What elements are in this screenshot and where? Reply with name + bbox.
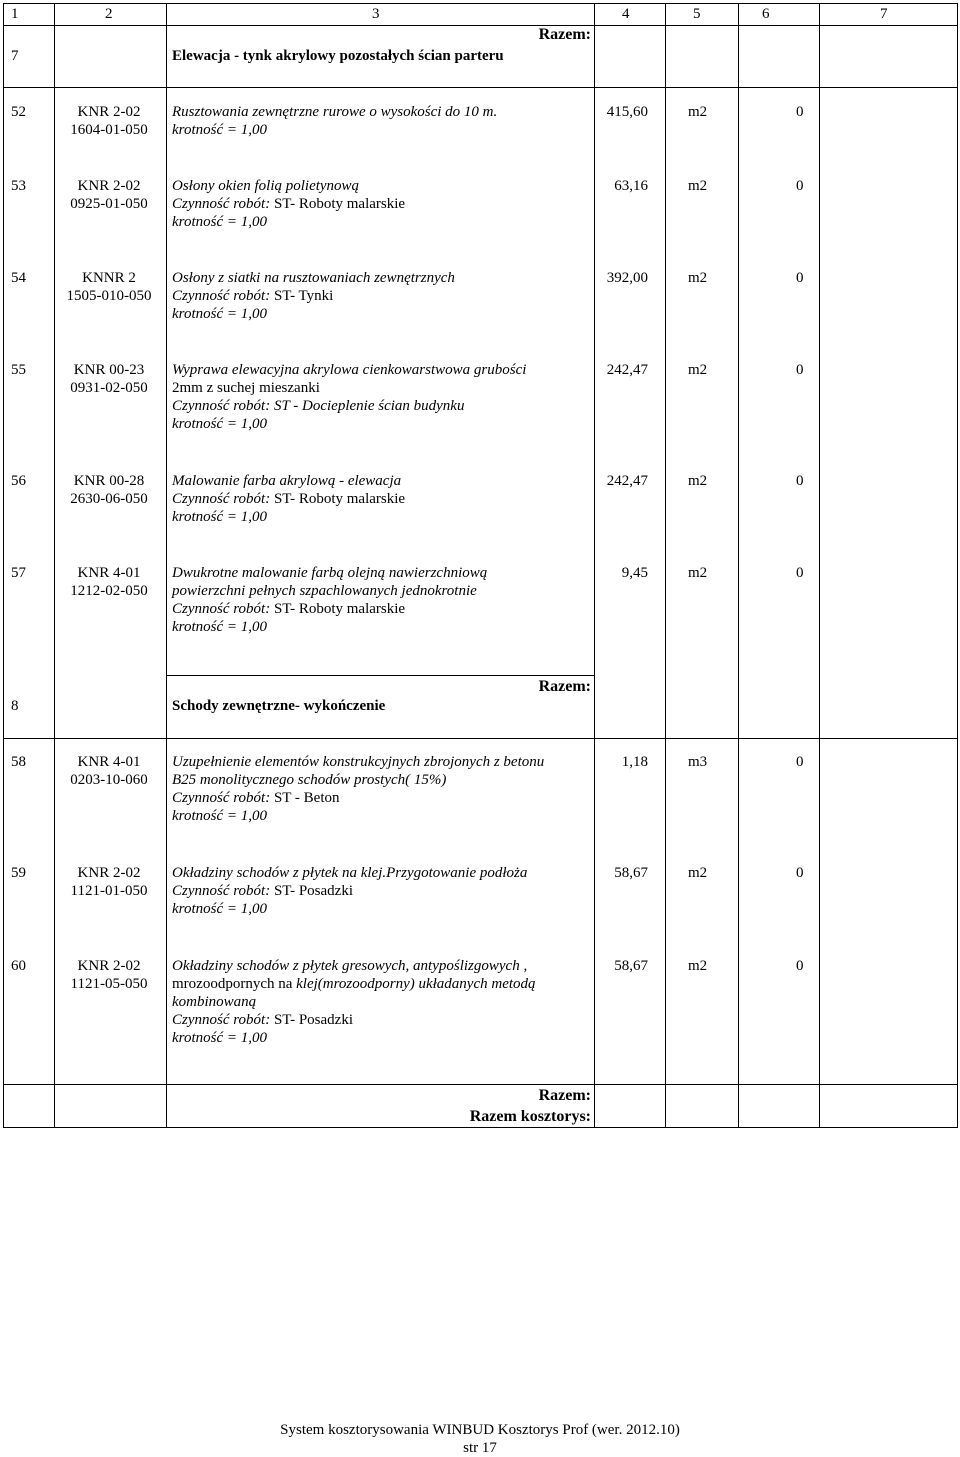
unit: m2 — [688, 565, 708, 581]
unit: m2 — [688, 473, 708, 489]
item-description: Uzupełnienie elementów konstrukcyjnych zbrojonych z betonu — [172, 754, 545, 770]
work-type-value: ST- Roboty malarskie — [273, 491, 406, 507]
multiplier: krotność = 1,00 — [172, 122, 267, 138]
unit-price: 0 — [796, 865, 804, 881]
quantity: 58,67 — [614, 865, 648, 881]
item-description: Okładziny schodów z płytek gresowych, antypoślizgowych , — [172, 958, 528, 974]
norm-code: KNR 2-02 — [77, 865, 141, 881]
unit-price: 0 — [796, 362, 804, 378]
row-divider — [4, 87, 957, 88]
norm-number: 1121-01-050 — [70, 883, 148, 899]
unit-price: 0 — [796, 178, 804, 194]
unit-price: 0 — [796, 754, 804, 770]
multiplier: krotność = 1,00 — [172, 214, 267, 230]
quantity: 58,67 — [614, 958, 648, 974]
position-number: 55 — [11, 362, 26, 378]
section-title: Schody zewnętrzne- wykończenie — [172, 698, 386, 714]
unit: m2 — [688, 865, 708, 881]
work-type-label: Czynność robót: — [172, 491, 271, 507]
work-type — [172, 490, 405, 508]
position-number: 58 — [11, 754, 26, 770]
norm-number: 0203-10-060 — [70, 772, 148, 788]
item-description-italic: klej(mrozoodporny) układanych metodą — [296, 976, 536, 992]
work-type — [172, 397, 464, 415]
col-divider — [819, 4, 820, 1127]
position-number: 60 — [11, 958, 26, 974]
work-type-label: Czynność robót: — [172, 398, 271, 414]
unit-price: 0 — [796, 270, 804, 286]
quantity: 242,47 — [606, 362, 648, 378]
item-description: Dwukrotne malowanie farbą olejną nawierzchniową — [172, 565, 488, 581]
item-description-line2: 2mm z suchej mieszanki — [172, 380, 320, 396]
unit: m2 — [688, 104, 708, 120]
section-number: 7 — [11, 48, 19, 64]
multiplier: krotność = 1,00 — [172, 619, 267, 635]
item-description-main: Okładziny schodów z płytek na klej. — [172, 865, 387, 881]
multiplier: krotność = 1,00 — [172, 808, 267, 824]
header-col-6: 6 — [762, 6, 770, 22]
work-type — [172, 1011, 353, 1029]
unit: m2 — [688, 958, 708, 974]
position-number: 57 — [11, 565, 26, 581]
norm-number: 2630-06-050 — [70, 491, 148, 507]
col-divider — [665, 4, 666, 1127]
quantity: 242,47 — [606, 473, 648, 489]
unit: m2 — [688, 362, 708, 378]
section-title: Elewacja - tynk akrylowy pozostałych ścian parteru — [172, 48, 504, 64]
work-type — [172, 600, 405, 618]
item-description-line3: kombinowaną — [172, 994, 257, 1010]
position-number: 56 — [11, 473, 26, 489]
unit-price: 0 — [796, 958, 804, 974]
unit-price: 0 — [796, 104, 804, 120]
item-description: Malowanie farba akrylową - elewacja — [172, 473, 402, 489]
work-type — [172, 287, 333, 305]
norm-number: 1212-02-050 — [70, 583, 148, 599]
work-type-label: Czynność robót: — [172, 288, 271, 304]
row-divider — [4, 738, 957, 739]
multiplier: krotność = 1,00 — [172, 306, 267, 322]
unit: m2 — [688, 178, 708, 194]
row-divider — [166, 675, 594, 676]
section-number: 8 — [11, 698, 19, 714]
item-description: Wyprawa elewacyjna akrylowa cienkowarstwowa grubości — [172, 362, 527, 378]
work-type-label: Czynność robót: — [172, 790, 271, 806]
multiplier: krotność = 1,00 — [172, 1030, 267, 1046]
header-col-3: 3 — [372, 6, 380, 22]
multiplier: krotność = 1,00 — [172, 509, 267, 525]
position-number: 54 — [11, 270, 26, 286]
section-razem-label: Razem: — [538, 26, 591, 43]
header-col-1: 1 — [11, 6, 19, 22]
position-number: 59 — [11, 865, 26, 881]
work-type-value: ST- Posadzki — [273, 1012, 353, 1028]
multiplier: krotność = 1,00 — [172, 901, 267, 917]
norm-number: 1121-05-050 — [70, 976, 148, 992]
quantity: 415,60 — [606, 104, 648, 120]
work-type-label: Czynność robót: — [172, 883, 271, 899]
quantity: 392,00 — [606, 270, 648, 286]
position-number: 53 — [11, 178, 26, 194]
row-divider — [4, 1084, 957, 1085]
item-description-line2: B25 monolitycznego schodów prostych( 15%) — [172, 772, 447, 788]
quantity: 9,45 — [621, 565, 648, 581]
multiplier: krotność = 1,00 — [172, 416, 267, 432]
norm-code: KNR 2-02 — [77, 178, 141, 194]
unit-price: 0 — [796, 565, 804, 581]
total-razem-label: Razem: — [538, 1087, 591, 1104]
header-col-2: 2 — [105, 6, 113, 22]
work-type-label: Czynność robót: — [172, 601, 271, 617]
norm-code: KNR 00-28 — [73, 473, 145, 489]
work-type — [172, 789, 340, 807]
norm-code: KNR 00-23 — [73, 362, 145, 378]
item-description-line2: powierzchni pełnych szpachlowanych jednokrotnie — [172, 583, 477, 599]
work-type — [172, 195, 405, 213]
footer-system: System kosztorysowania WINBUD Kosztorys Prof (wer. 2012.10) — [280, 1422, 680, 1438]
header-col-5: 5 — [693, 6, 701, 22]
item-description-plain: mrozoodpornych na — [172, 976, 297, 992]
item-description: Osłony z siatki na rusztowaniach zewnętrznych — [172, 270, 455, 286]
norm-code: KNR 2-02 — [77, 958, 141, 974]
item-description-tail: Przygotowanie podłoża — [386, 865, 528, 881]
section-razem-label: Razem: — [538, 678, 591, 695]
unit: m3 — [688, 754, 708, 770]
col-divider — [166, 4, 167, 1127]
item-description-line2 — [172, 975, 536, 993]
item-description: Osłony okien folią polietynową — [172, 178, 360, 194]
norm-code: KNNR 2 — [82, 270, 136, 286]
work-type-value: ST- Tynki — [273, 288, 334, 304]
norm-number: 0931-02-050 — [70, 380, 148, 396]
norm-number: 1604-01-050 — [70, 122, 148, 138]
work-type-value: ST- Roboty malarskie — [273, 196, 406, 212]
work-type-value: ST- Roboty malarskie — [273, 601, 406, 617]
work-type-label: Czynność robót: — [172, 196, 271, 212]
work-type-label: Czynność robót: — [172, 1012, 271, 1028]
item-description — [172, 864, 527, 882]
norm-code: KNR 4-01 — [77, 565, 141, 581]
quantity: 1,18 — [621, 754, 648, 770]
work-type — [172, 882, 353, 900]
work-type-value: ST- Posadzki — [273, 883, 353, 899]
work-type-value: ST - Beton — [273, 790, 340, 806]
position-number: 52 — [11, 104, 26, 120]
unit-price: 0 — [796, 473, 804, 489]
item-description: Rusztowania zewnętrzne rurowe o wysokości do 10 m. — [172, 104, 498, 120]
norm-number: 1505-010-050 — [66, 288, 152, 304]
unit: m2 — [688, 270, 708, 286]
quantity: 63,16 — [614, 178, 648, 194]
col-divider — [738, 4, 739, 1127]
norm-code: KNR 2-02 — [77, 104, 141, 120]
norm-code: KNR 4-01 — [77, 754, 141, 770]
header-col-7: 7 — [880, 6, 888, 22]
footer-page-number: str 17 — [463, 1440, 497, 1456]
work-type-value: ST - Docieplenie ścian budynku — [273, 398, 465, 414]
norm-number: 0925-01-050 — [70, 196, 148, 212]
total-estimate-label: Razem kosztorys: — [469, 1108, 591, 1125]
header-col-4: 4 — [622, 6, 630, 22]
